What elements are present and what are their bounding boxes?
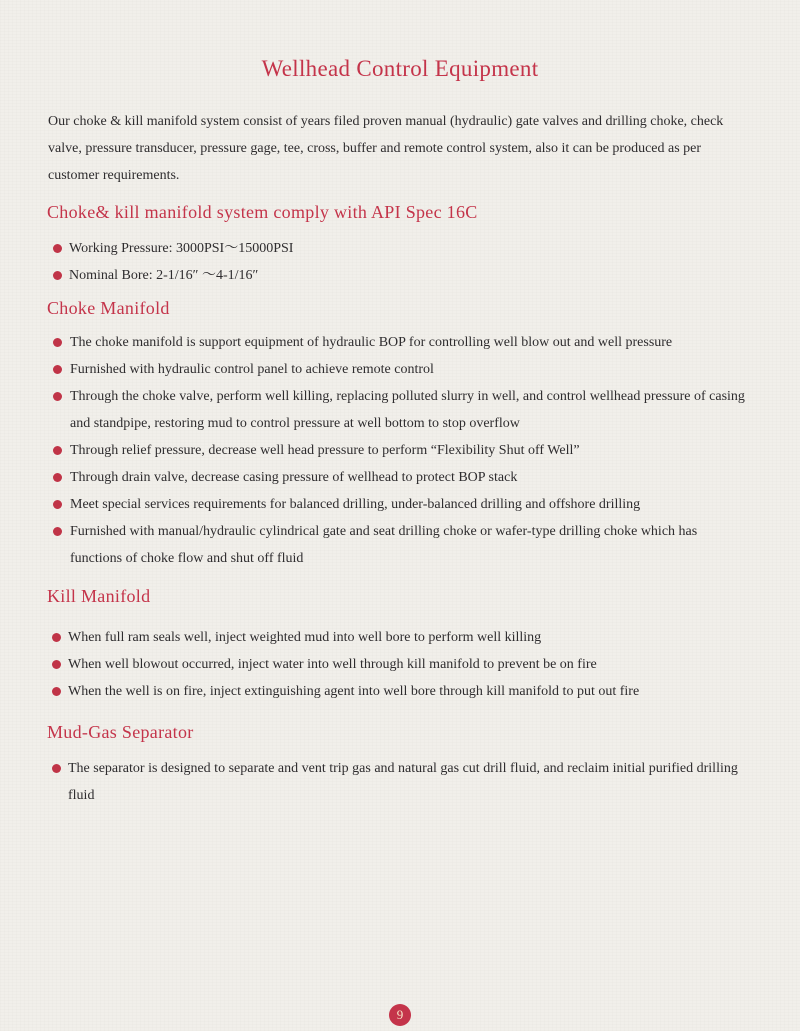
section-heading-choke-manifold: Choke Manifold xyxy=(47,298,170,318)
bullet-dot-icon xyxy=(52,633,61,642)
bullet-dot-icon xyxy=(53,392,62,401)
bullet-dot-icon xyxy=(53,338,62,347)
bullet-dot-icon xyxy=(52,764,61,773)
bullet-dot-icon xyxy=(53,244,62,253)
intro-paragraph: Our choke & kill manifold system consist of years filed proven manual (hydraulic) gate valves and drilling choke, check valve, pressure transducer, pressure gage, tee, cross, buffer and remote control system, also it can be produced as per customer requirements. xyxy=(48,114,724,183)
bullet-dot-icon xyxy=(53,500,62,509)
bullet-dot-icon xyxy=(52,687,61,696)
section-heading-mud-gas-separator: Mud-Gas Separator xyxy=(47,722,194,742)
page-number-badge: 9 xyxy=(389,1004,411,1026)
bullet-dot-icon xyxy=(53,473,62,482)
bullet-dot-icon xyxy=(53,446,62,455)
section-heading-api-spec: Choke& kill manifold system comply with API Spec 16C xyxy=(47,202,478,222)
page-title: Wellhead Control Equipment xyxy=(261,56,539,81)
section-heading-kill-manifold: Kill Manifold xyxy=(47,586,151,606)
bullet-dot-icon xyxy=(52,660,61,669)
bullet-dot-icon xyxy=(53,527,62,536)
bullet-dot-icon xyxy=(53,271,62,280)
bullet-dot-icon xyxy=(53,365,62,374)
document-page: Wellhead Control Equipment Our choke & kill manifold system consist of years filed proven manual (hydraulic) gate valves and drilling choke, check valve, pressure transducer, pressure gage, tee, cross, buffer and remote control system, also it can be produced as per customer requirements. Choke& kill manifold system comply with API Spec 16C Working Pressure: 3000PSI～15000PSI Nominal Bore: 2-1/16″ ～4-1/16″ Choke Manifold The choke manifold is support equipment of hydraulic BOP for controlling well blow out and well pressure Furnished with hydraulic control panel to achieve remote control Through the choke valve, perform well killing, replacing polluted slurry in well, and control wellhead pressure of casing and standpipe, restoring mud to control pressure at well bottom to stop overflow Through relief pressure, decrease well head pressure to perform “Flexibility Shut off Well” Through drain valve, decrease casing pressure of wellhead to protect BOP stack Meet special services requirements for balanced drilling, under-balanced drilling and offshore drilling Furnished with manual/hydraulic cylindrical gate and seat drilling choke or wafer-type drilling choke which has functions of choke flow and shut off fluid Kill Manifold When full ram seals well, inject weighted mud into well bore to perform well killing When well blowout occurred, inject water into well through kill manifold to prevent be on fire When the well is on fire, inject extinguishing agent into well bore through kill manifold to put out fire Mud-Gas Separator The separator is designed to separate and vent trip gas and natural gas cut drill fluid, and reclaim initial purified drilling fluid 9 xyxy=(0,0,800,1031)
